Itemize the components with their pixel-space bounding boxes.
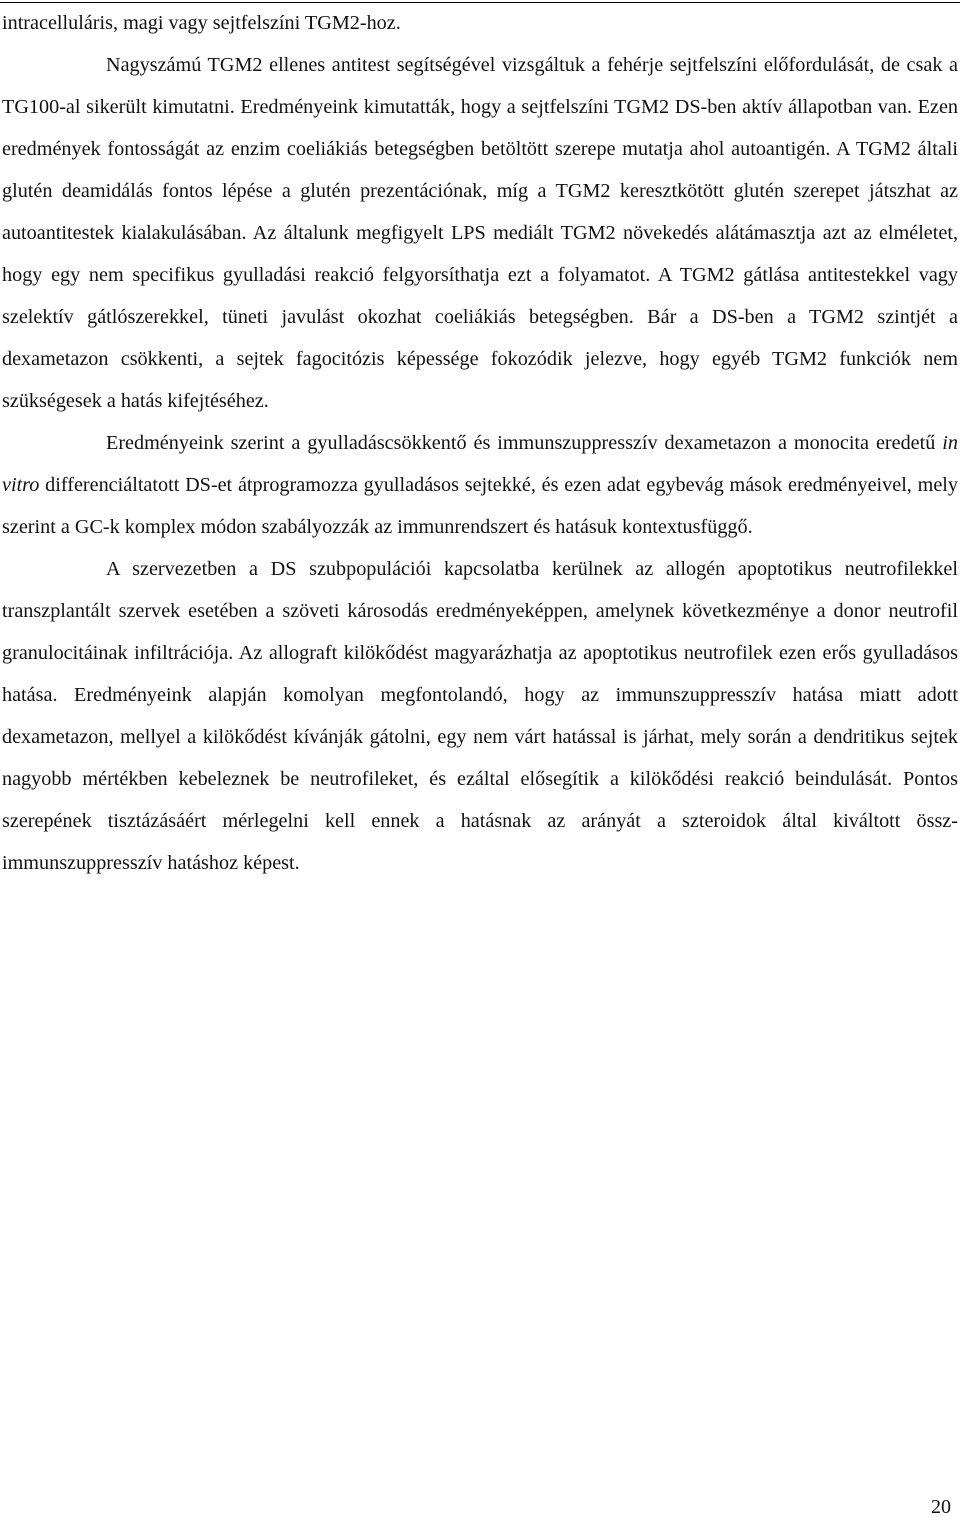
paragraph-text: differenciáltatott DS-et átprogramozza gyulladásos sejtekké, és ezen adat egybevág mások eredményeivel, mely szerint a GC-k komplex módon szabályozzák az immunrendszert és hatásuk kontextusfüggő. xyxy=(2,474,958,538)
paragraph xyxy=(2,422,958,548)
paragraph xyxy=(2,548,958,884)
document-page xyxy=(2,2,958,884)
italic-term: in vitro xyxy=(2,432,958,496)
paragraph-text: intracelluláris, magi vagy sejtfelszíni TGM2-hoz. xyxy=(2,12,401,34)
paragraph-text: A szervezetben a DS szubpopulációi kapcsolatba kerülnek az allogén apoptotikus neutrofilekkel transzplantált szervek esetében a szöveti károsodás eredményeképpen, amelynek következménye a donor neutrofil granulocitáinak infiltrációja. Az allograft kilökődést magyarázhatja az apoptotikus neutrofilek ezen erős gyulladásos hatása. Eredményeink alapján komolyan megfontolandó, hogy az immunszuppresszív hatása miatt adott dexametazon, mellyel a kilökődést kívánják gátolni, egy nem várt hatással is járhat, mely során a dendritikus sejtek nagyobb mértékben kebeleznek be neutrofileket, és ezáltal elősegítik a kilökődési reakció beindulását. Pontos szerepének tisztázásáért mérlegelni kell ennek a hatásnak az arányát a szteroidok által kiváltott össz-immunszuppresszív hatáshoz képest. xyxy=(2,558,958,874)
paragraph xyxy=(2,44,958,422)
paragraph-text: Nagyszámú TGM2 ellenes antitest segítségével vizsgáltuk a fehérje sejtfelszíni előfordulását, de csak a TG100-al sikerült kimutatni. Eredményeink kimutatták, hogy a sejtfelszíni TGM2 DS-ben aktív állapotban van. Ezen eredmények fontosságát az enzim coeliákiás betegségben betöltött szerepe mutatja ahol autoantigén. A TGM2 általi glutén deamidálás fontos lépése a glutén prezentációnak, míg a TGM2 keresztkötött glutén szerepet játszhat az autoantitestek kialakulásában. Az általunk megfigyelt LPS mediált TGM2 növekedés alátámasztja azt az elméletet, hogy egy nem specifikus gyulladási reakció felgyorsíthatja ezt a folyamatot. A TGM2 gátlása antitestekkel vagy szelektív gátlószerekkel, tüneti javulást okozhat coeliákiás betegségben. Bár a DS-ben a TGM2 szintjét a dexametazon csökkenti, a sejtek fagocitózis képessége fokozódik jelezve, hogy egyéb TGM2 funkciók nem szükségesek a hatás kifejtéséhez. xyxy=(2,54,958,412)
page-number: 20 xyxy=(931,1496,951,1518)
paragraph-text: Eredményeink szerint a gyulladáscsökkentő és immunszuppresszív dexametazon a monocita eredetű xyxy=(106,432,943,454)
paragraph xyxy=(2,2,958,44)
